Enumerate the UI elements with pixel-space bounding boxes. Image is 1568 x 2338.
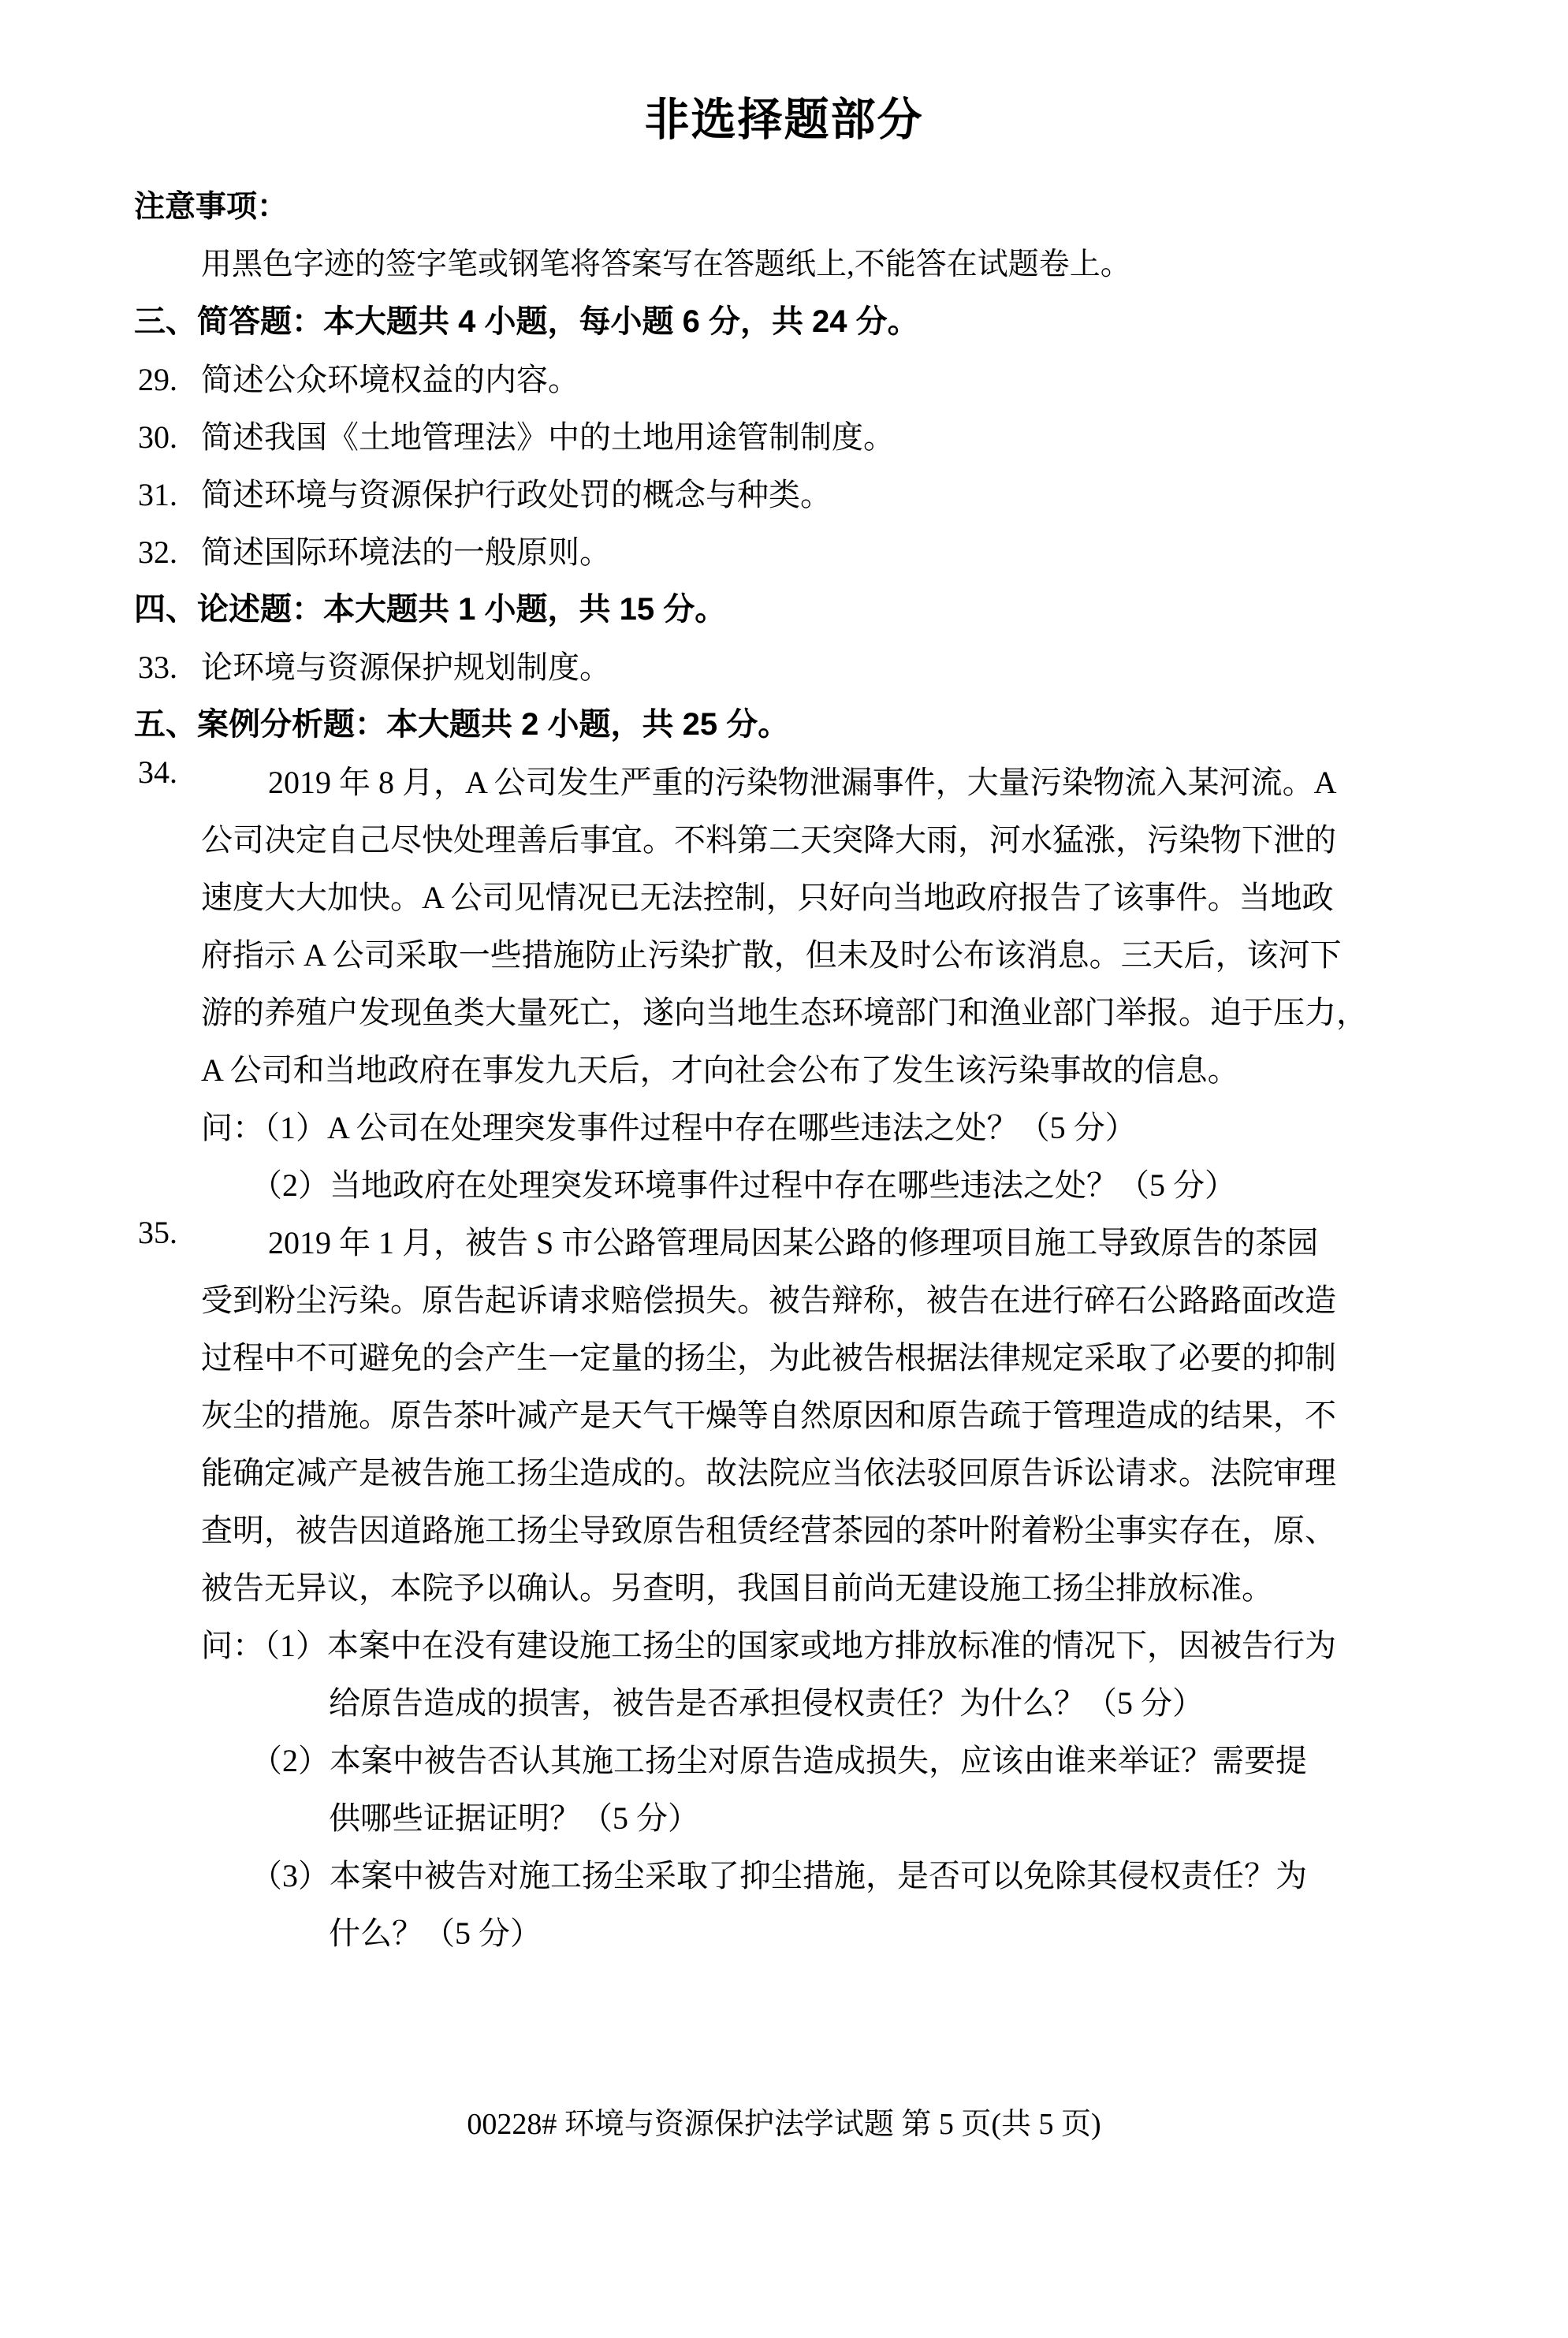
case35-question-1 <box>201 1617 1568 1674</box>
question-34 <box>0 754 1568 1214</box>
question-29-number: 29. <box>138 362 177 397</box>
case35-body-line: 能确定减产是被告施工扬尘造成的。故法院应当依法驳回原告诉讼请求。法院审理 <box>201 1455 1336 1491</box>
question-30-text: 简述我国《土地管理法》中的土地用途管制制度。 <box>201 419 895 455</box>
question-29 <box>0 351 1568 408</box>
case34-question-1-text: （1）A 公司在处理突发事件过程中存在哪些违法之处？（5 分） <box>264 1110 1137 1145</box>
case35-question-1-text: （1）本案中在没有建设施工扬尘的国家或地方排放标准的情况下，因被告行为 <box>264 1628 1336 1663</box>
case34-body-line: 速度大大加快。A 公司见情况已无法控制，只好向当地政府报告了该事件。当地政 <box>201 880 1334 915</box>
question-33-text: 论环境与资源保护规划制度。 <box>201 650 611 685</box>
case35-ask-label: 问： <box>201 1628 264 1663</box>
page-footer: 00228# 环境与资源保护法学试题 第 5 页(共 5 页) <box>467 2108 1101 2141</box>
case34-body-line: A 公司和当地政府在事发九天后，才向社会公布了发生该污染事故的信息。 <box>201 1052 1239 1088</box>
case34-ask-label: 问： <box>201 1110 264 1145</box>
case35-body-line: 灰尘的措施。原告茶叶减产是天气干燥等自然原因和原告疏于管理造成的结果，不 <box>201 1398 1336 1433</box>
notice-text: 用黑色字迹的签字笔或钢笔将答案写在答题纸上,不能答在试题卷上。 <box>201 248 1131 281</box>
case35-body-line: 查明，被告因道路施工扬尘导致原告租赁经营茶园的茶叶附着粉尘事实存在，原、 <box>201 1513 1336 1548</box>
case35-body-line: 2019 年 1 月，被告 S 市公路管理局因某公路的修理项目施工导致原告的茶园 <box>268 1225 1319 1260</box>
question-31-text: 简述环境与资源保护行政处罚的概念与种类。 <box>201 477 832 512</box>
page-title: 非选择题部分 <box>644 95 924 145</box>
question-30 <box>0 408 1568 466</box>
case34-question-2: （2）当地政府在处理突发环境事件过程中存在哪些违法之处？（5 分） <box>251 1167 1236 1203</box>
case35-body-line: 被告无异议，本院予以确认。另查明，我国目前尚无建设施工扬尘排放标准。 <box>201 1570 1273 1606</box>
question-29-text: 简述公众环境权益的内容。 <box>201 362 579 397</box>
case35-body-line: 受到粉尘污染。原告起诉请求赔偿损失。被告辩称，被告在进行碎石公路路面改造 <box>201 1283 1336 1318</box>
question-30-number: 30. <box>138 419 177 455</box>
case35-body-line: 过程中不可避免的会产生一定量的扬尘，为此被告根据法律规定采取了必要的抑制 <box>201 1340 1336 1376</box>
case35-question-2-continuation: 供哪些证据证明？（5 分） <box>329 1800 699 1836</box>
question-35-number: 35. <box>138 1215 177 1250</box>
question-33-number: 33. <box>138 650 177 685</box>
case34-body-line: 公司决定自己尽快处理善后事宜。不料第二天突降大雨，河水猛涨，污染物下泄的 <box>201 822 1336 858</box>
question-31 <box>0 466 1568 523</box>
question-33 <box>0 638 1568 696</box>
notice-heading: 注意事项： <box>134 190 289 224</box>
case35-question-2: （2）本案中被告否认其施工扬尘对原告造成损失，应该由谁来举证？需要提 <box>251 1743 1307 1778</box>
section-essay-heading: 四、论述题：本大题共 1 小题，共 15 分。 <box>134 592 727 627</box>
case34-question-1 <box>201 1099 1568 1156</box>
case35-question-1-continuation: 给原告造成的损害，被告是否承担侵权责任？为什么？（5 分） <box>329 1685 1204 1721</box>
question-34-number: 34. <box>138 754 177 790</box>
question-35 <box>0 1214 1568 1962</box>
case34-body-line: 游的养殖户发现鱼类大量死亡，遂向当地生态环境部门和渔业部门举报。迫于压力， <box>201 995 1368 1030</box>
section-short-answer-heading: 三、简答题：本大题共 4 小题，每小题 6 分，共 24 分。 <box>134 304 919 339</box>
question-31-number: 31. <box>138 477 177 512</box>
question-32-number: 32. <box>138 534 177 570</box>
section-case-analysis-heading: 五、案例分析题：本大题共 2 小题，共 25 分。 <box>134 707 790 742</box>
question-32 <box>0 523 1568 581</box>
case34-body-line: 府指示 A 公司采取一些措施防止污染扩散，但未及时公布该消息。三天后，该河下 <box>201 937 1342 973</box>
case35-question-3: （3）本案中被告对施工扬尘采取了抑尘措施，是否可以免除其侵权责任？为 <box>251 1858 1307 1893</box>
question-32-text: 简述国际环境法的一般原则。 <box>201 534 611 570</box>
case34-body-line: 2019 年 8 月，A 公司发生严重的污染物泄漏事件，大量污染物流入某河流。A <box>268 765 1337 800</box>
case35-question-3-continuation: 什么？（5 分） <box>329 1915 542 1951</box>
